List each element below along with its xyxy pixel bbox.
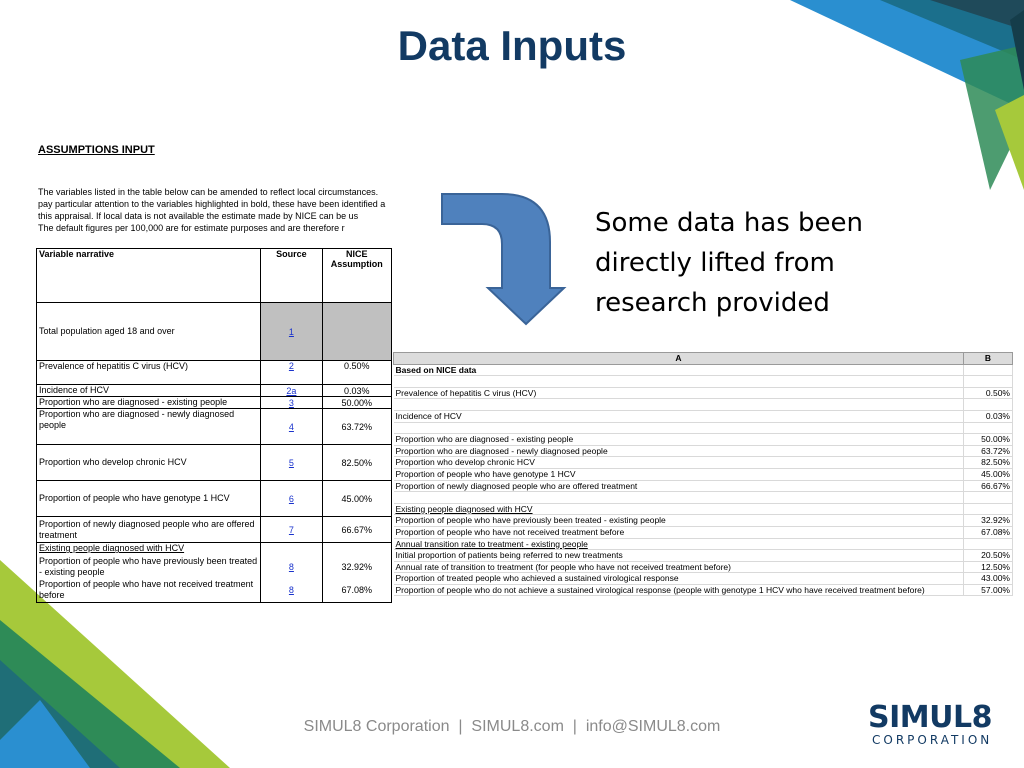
col-header-source: Source [261, 249, 322, 303]
row-source[interactable]: 8 [261, 579, 322, 603]
table-row [394, 445, 1013, 457]
assumptions-table [36, 248, 392, 603]
table-row [37, 555, 392, 579]
row-value[interactable]: 67.08% [322, 579, 391, 603]
cell-value[interactable]: 0.50% [963, 387, 1012, 399]
cell-value[interactable]: 45.00% [963, 468, 1012, 480]
row-narrative: Prevalence of hepatitis C virus (HCV) [37, 361, 261, 385]
cell-value[interactable] [963, 422, 1012, 434]
cell-value[interactable] [963, 492, 1012, 504]
table-row [37, 361, 392, 385]
cell-value[interactable] [963, 399, 1012, 411]
intro-line: The default figures per 100,000 are for estimate purposes and are therefore r [38, 223, 345, 233]
cell-narrative[interactable] [394, 422, 964, 434]
row-narrative: Existing people diagnosed with HCV [37, 543, 261, 555]
row-value[interactable]: 50.00% [322, 397, 391, 409]
table-row [394, 376, 1013, 388]
simul8-logo [868, 700, 1000, 752]
row-source[interactable]: 2a [261, 385, 322, 397]
row-narrative: Proportion of people who have previously been treated - existing people [37, 555, 261, 579]
row-source [261, 543, 322, 555]
nice-data-sheet [393, 352, 1013, 608]
row-source[interactable]: 2 [261, 361, 322, 385]
cell-value[interactable] [963, 376, 1012, 388]
table-row [394, 538, 1013, 550]
row-value[interactable]: 0.03% [322, 385, 391, 397]
callout-text [595, 203, 895, 323]
cell-narrative[interactable]: Proportion of newly diagnosed people who are offered treatment [394, 480, 964, 492]
logo-subtitle: CORPORATION [872, 733, 993, 747]
table-row [37, 543, 392, 555]
callout-line: Some data has been [595, 208, 864, 238]
table-row [394, 457, 1013, 469]
row-source[interactable]: 3 [261, 397, 322, 409]
cell-value[interactable]: 67.08% [963, 526, 1012, 538]
table-row [394, 468, 1013, 480]
table-row [37, 445, 392, 481]
cell-narrative[interactable] [394, 376, 964, 388]
cell-narrative[interactable] [394, 399, 964, 411]
cell-narrative[interactable]: Based on NICE data [394, 364, 964, 376]
footer-contact: SIMUL8 Corporation | SIMUL8.com | info@SIMUL8.com [303, 718, 721, 735]
col-header-a[interactable]: A [394, 353, 964, 365]
logo-wordmark: SIMUL8 [868, 700, 992, 735]
table-row [394, 550, 1013, 562]
row-value[interactable]: 32.92% [322, 555, 391, 579]
row-narrative: Proportion who develop chronic HCV [37, 445, 261, 481]
table-row [37, 397, 392, 409]
table-row [394, 410, 1013, 422]
row-source[interactable]: 1 [261, 303, 322, 361]
cell-value[interactable] [963, 538, 1012, 550]
sheet-heading: ASSUMPTIONS INPUT [38, 144, 155, 156]
cell-value[interactable]: 32.92% [963, 515, 1012, 527]
sheet-intro [38, 186, 392, 234]
row-source[interactable]: 8 [261, 555, 322, 579]
table-row [37, 481, 392, 517]
col-header-b[interactable]: B [963, 353, 1012, 365]
cell-narrative[interactable] [394, 492, 964, 504]
row-source[interactable]: 6 [261, 481, 322, 517]
row-narrative: Total population aged 18 and over [37, 303, 261, 361]
cell-narrative[interactable]: Proportion who are diagnosed - newly diagnosed people [394, 445, 964, 457]
cell-value[interactable]: 43.00% [963, 573, 1012, 585]
cell-value[interactable] [963, 503, 1012, 515]
table-row [394, 422, 1013, 434]
cell-narrative[interactable]: Proportion of people who have not received treatment before [394, 526, 964, 538]
callout-line: directly lifted from [595, 248, 835, 278]
cell-narrative[interactable]: Annual transition rate to treatment - existing people [394, 538, 964, 550]
row-value[interactable]: 63.72% [322, 409, 391, 445]
cell-narrative[interactable]: Proportion who are diagnosed - existing people [394, 434, 964, 446]
cell-value[interactable]: 12.50% [963, 561, 1012, 573]
nice-data-table [393, 352, 1013, 596]
table-row [394, 387, 1013, 399]
cell-value[interactable]: 20.50% [963, 550, 1012, 562]
table-row [37, 303, 392, 361]
col-header-narrative: Variable narrative [37, 249, 261, 303]
row-source[interactable]: 5 [261, 445, 322, 481]
table-row [394, 480, 1013, 492]
table-row [394, 492, 1013, 504]
row-narrative: Incidence of HCV [37, 385, 261, 397]
table-row [37, 385, 392, 397]
cell-narrative[interactable]: Annual rate of transition to treatment (for people who have not received treatment before) [394, 561, 964, 573]
cell-value[interactable]: 50.00% [963, 434, 1012, 446]
row-value[interactable] [322, 303, 391, 361]
table-row [394, 584, 1013, 596]
row-value[interactable]: 45.00% [322, 481, 391, 517]
table-row [37, 579, 392, 603]
table-row [37, 517, 392, 543]
row-source[interactable]: 7 [261, 517, 322, 543]
cell-narrative[interactable]: Proportion of treated people who achieved a sustained virological response [394, 573, 964, 585]
slide-title: Data Inputs [397, 22, 627, 69]
row-value[interactable]: 0.50% [322, 361, 391, 385]
curved-arrow-icon [438, 190, 568, 326]
cell-narrative[interactable]: Prevalence of hepatitis C virus (HCV) [394, 387, 964, 399]
cell-value[interactable]: 82.50% [963, 457, 1012, 469]
table-row [394, 561, 1013, 573]
row-narrative: Proportion of people who have not received treatment before [37, 579, 261, 603]
cell-narrative[interactable]: Incidence of HCV [394, 410, 964, 422]
table-row [394, 573, 1013, 585]
cell-narrative[interactable]: Proportion who develop chronic HCV [394, 457, 964, 469]
row-value[interactable]: 66.67% [322, 517, 391, 543]
intro-line: pay particular attention to the variables highlighted in bold, these have been identified a [38, 199, 386, 209]
table-row [394, 399, 1013, 411]
cell-value[interactable]: 66.67% [963, 480, 1012, 492]
cell-narrative[interactable]: Initial proportion of patients being referred to new treatments [394, 550, 964, 562]
row-narrative: Proportion of newly diagnosed people who are offered treatment [37, 517, 261, 543]
row-narrative: Proportion of people who have genotype 1 HCV [37, 481, 261, 517]
cell-narrative[interactable]: Proportion of people who do not achieve a sustained virological response (people with genotype 1 HCV who have received treatment before) [394, 584, 964, 596]
cell-value[interactable] [963, 364, 1012, 376]
row-narrative: Proportion who are diagnosed - newly diagnosed people [37, 409, 261, 445]
table-row [394, 503, 1013, 515]
cell-value[interactable]: 63.72% [963, 445, 1012, 457]
cell-narrative[interactable]: Proportion of people who have previously been treated - existing people [394, 515, 964, 527]
table-row [394, 364, 1013, 376]
row-source[interactable]: 4 [261, 409, 322, 445]
cell-value[interactable]: 57.00% [963, 584, 1012, 596]
table-row [394, 434, 1013, 446]
row-narrative: Proportion who are diagnosed - existing people [37, 397, 261, 409]
col-header-nice: NICE Assumption [322, 249, 391, 303]
intro-line: The variables listed in the table below can be amended to reflect local circumstances. [38, 187, 379, 197]
row-value[interactable]: 82.50% [322, 445, 391, 481]
row-value [322, 543, 391, 555]
intro-line: this appraisal. If local data is not available the estimate made by NICE can be us [38, 211, 359, 221]
table-row [394, 526, 1013, 538]
table-row [394, 515, 1013, 527]
cell-narrative[interactable]: Proportion of people who have genotype 1 HCV [394, 468, 964, 480]
table-row [37, 409, 392, 445]
cell-value[interactable]: 0.03% [963, 410, 1012, 422]
cell-narrative[interactable]: Existing people diagnosed with HCV [394, 503, 964, 515]
callout-line: research provided [595, 288, 830, 318]
assumptions-sheet [36, 140, 392, 610]
